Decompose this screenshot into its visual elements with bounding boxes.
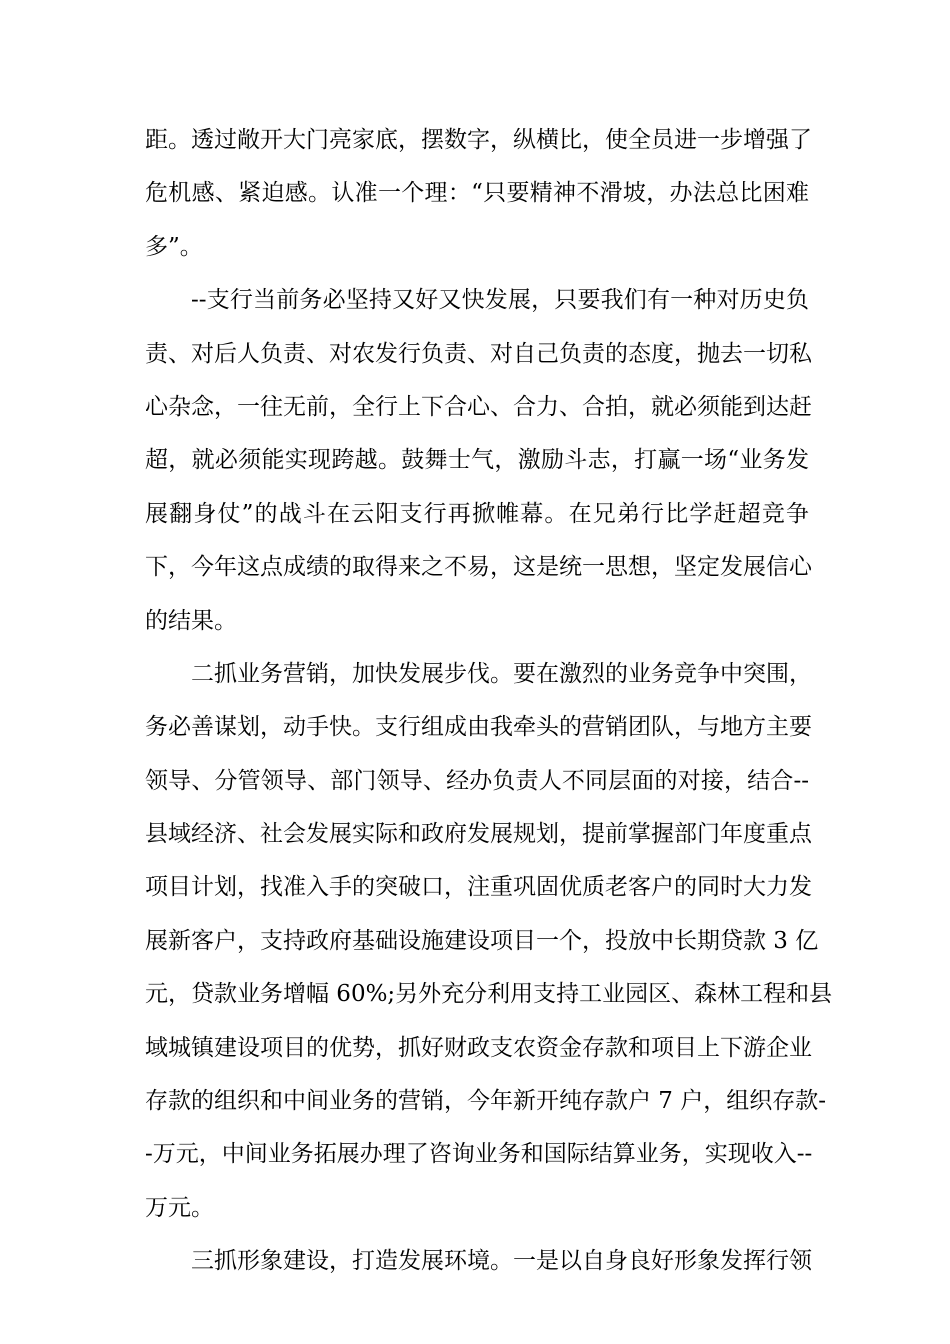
text-line: 域城镇建设项目的优势，抓好财政支农资金存款和项目上下游企业 [145, 1034, 812, 1061]
text-line: 距。透过敞开大门亮家底，摆数字，纵横比，使全员进一步增强了 [145, 127, 812, 153]
text-line: 多”。 [145, 233, 203, 260]
text-line: 县域经济、社会发展实际和政府发展规划，提前掌握部门年度重点 [145, 821, 812, 848]
paragraph-start-line: 三抓形象建设，打造发展环境。一是以自身良好形象发挥行领 [191, 1248, 812, 1275]
text-line: 展翻身仗”的战斗在云阳支行再掀帷幕。在兄弟行比学赶超竞争 [145, 500, 809, 527]
text-line: 万元。 [145, 1194, 214, 1221]
paragraph-start-line: 二抓业务营销，加快发展步伐。要在激烈的业务竞争中突围， [191, 660, 812, 687]
text-line: 的结果。 [145, 607, 237, 634]
text-line: -万元，中间业务拓展办理了咨询业务和国际结算业务，实现收入-- [145, 1141, 813, 1168]
body-text [145, 127, 833, 1303]
text-line: 存款的组织和中间业务的营销，今年新开纯存款户 7 户，组织存款- [145, 1088, 827, 1115]
text-line: 责、对后人负责、对农发行负责、对自己负责的态度，抛去一切私 [145, 340, 812, 367]
paragraph-start-line: --支行当前务必坚持又好又快发展，只要我们有一种对历史负 [191, 287, 809, 314]
text-line: 元，贷款业务增幅 60%;另外充分利用支持工业园区、森林工程和县 [145, 981, 833, 1008]
text-line: 超，就必须能实现跨越。鼓舞士气，激励斗志，打赢一场“业务发 [145, 447, 809, 474]
text-line: 领导、分管领导、部门领导、经办负责人不同层面的对接，结合-- [145, 767, 809, 794]
text-line: 项目计划，找准入手的突破口，注重巩固优质老客户的同时大力发 [145, 874, 812, 901]
text-line: 心杂念，一往无前，全行上下合心、合力、合拍，就必须能到达赶 [145, 393, 812, 420]
text-line: 危机感、紧迫感。认准一个理：“只要精神不滑坡，办法总比困难 [145, 180, 809, 207]
text-line: 下，今年这点成绩的取得来之不易，这是统一思想，坚定发展信心 [145, 554, 812, 581]
text-line: 务必善谋划，动手快。支行组成由我牵头的营销团队，与地方主要 [145, 714, 812, 741]
text-line: 展新客户，支持政府基础设施建设项目一个，投放中长期贷款 3 亿 [145, 927, 819, 954]
